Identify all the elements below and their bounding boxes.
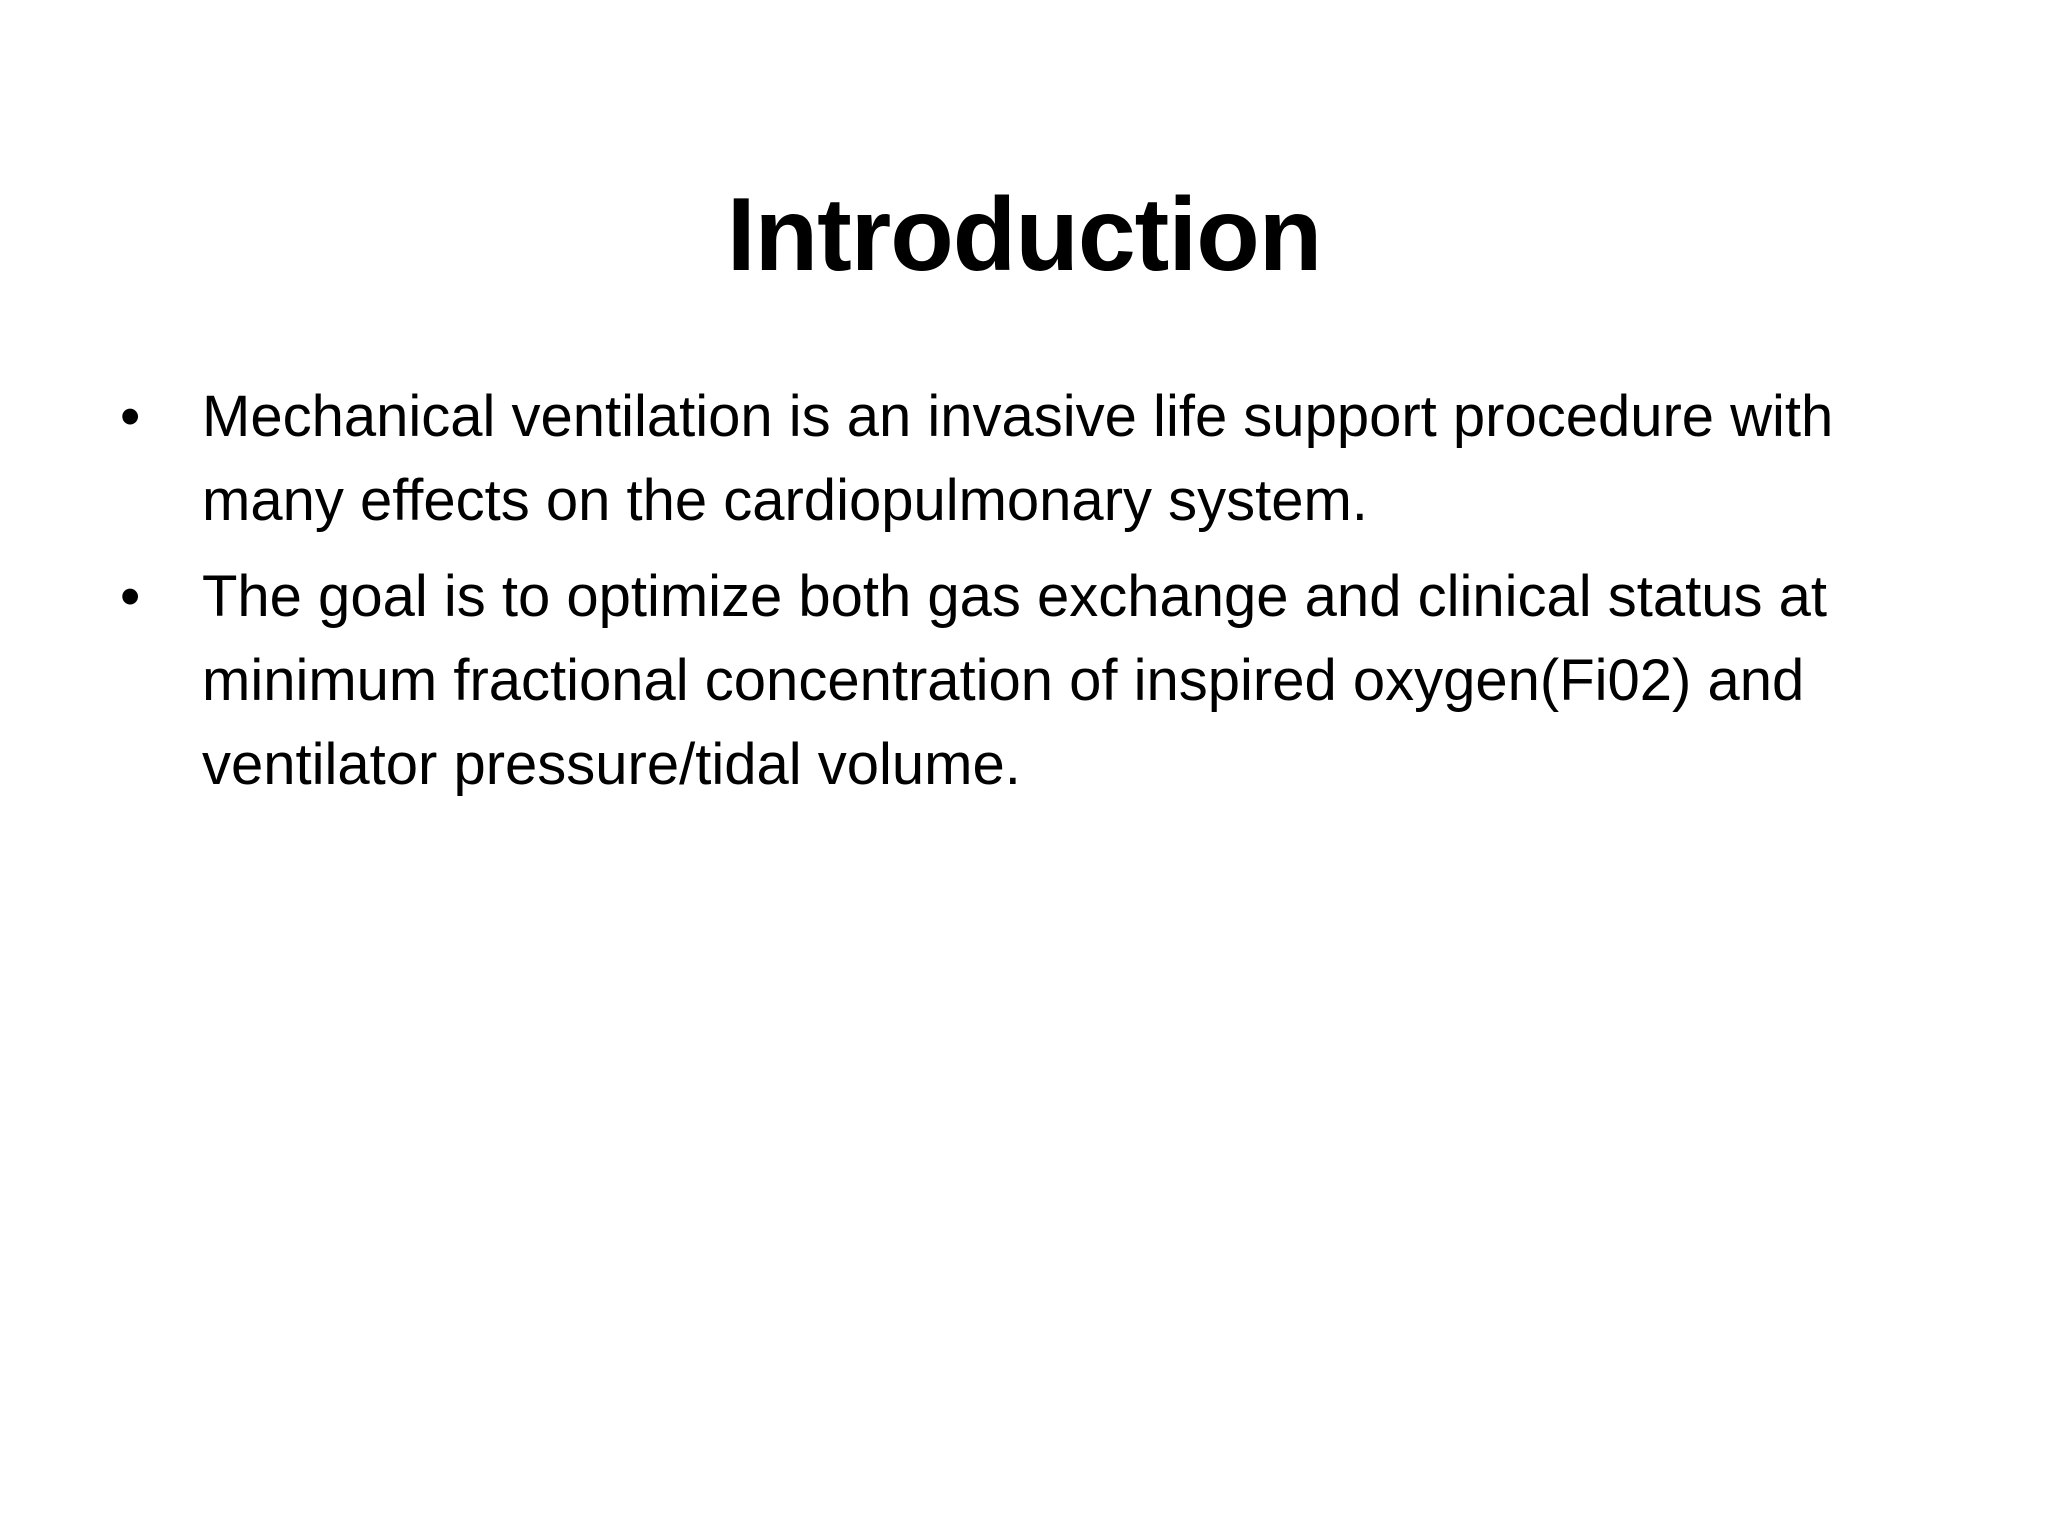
bullet-text: The goal is to optimize both gas exchange and clinical status at minimum fractional concentration of inspired oxygen(Fi02) and ventilator pressure/tidal volume. [202,564,1827,797]
bullet-icon: • [120,384,141,449]
bullet-text: Mechanical ventilation is an invasive life support procedure with many effects on the cardiopulmonary system. [202,384,1834,533]
bullet-list [120,375,1960,819]
bullet-item [120,375,1960,543]
bullet-item [120,555,1960,807]
slide-title: Introduction [726,177,1322,293]
bullet-icon: • [120,564,141,629]
